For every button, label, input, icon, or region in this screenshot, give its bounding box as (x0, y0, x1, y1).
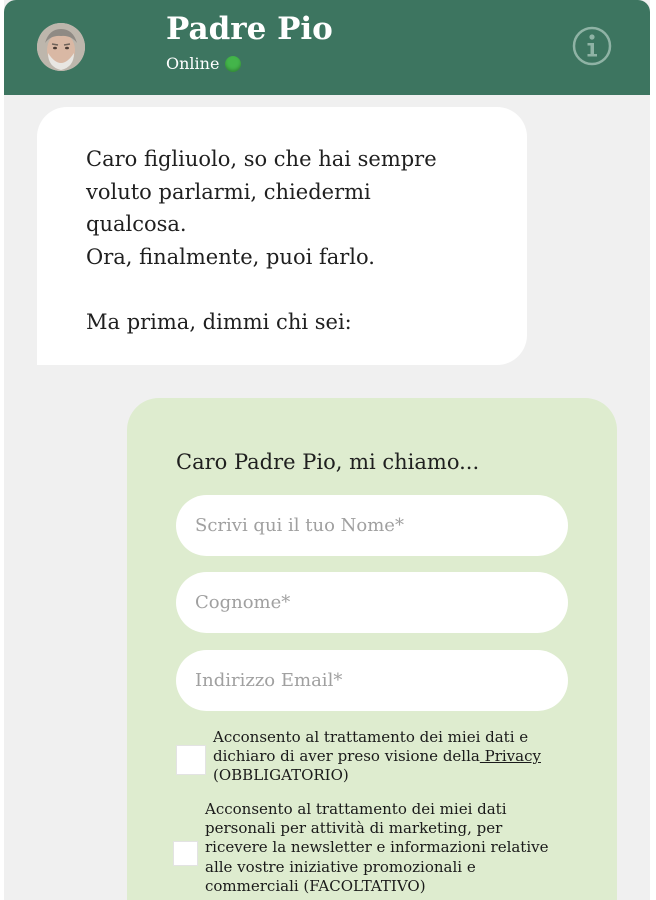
marketing-consent-text: Acconsento al trattamento dei miei dati personali per attività di marketing, per ricevere la newsletter e informazioni relative alle vostre iniziative promozionali e commerciali (FACOLTATIVO) (205, 800, 549, 895)
message-line: Ma prima, dimmi chi sei: (86, 309, 352, 334)
message-line: Ora, finalmente, puoi farlo. (86, 244, 375, 269)
message-line: voluto parlarmi, chiedermi (86, 179, 371, 204)
message-line: Caro figliuolo, so che hai sempre (86, 147, 437, 171)
message-bubble (37, 107, 527, 365)
privacy-consent-text (213, 728, 563, 786)
chat-header (4, 0, 650, 95)
signup-form (127, 398, 617, 900)
marketing-consent-checkbox[interactable] (173, 841, 198, 866)
info-button[interactable] (572, 26, 612, 66)
email-input[interactable] (176, 650, 568, 711)
form-title: Caro Padre Pio, mi chiamo... (176, 450, 480, 474)
surname-input[interactable] (176, 572, 568, 633)
avatar (37, 23, 85, 71)
app-frame (4, 0, 650, 900)
info-icon (572, 26, 612, 66)
status-label: Online (166, 54, 220, 73)
privacy-link[interactable]: Privacy (479, 747, 541, 766)
privacy-consent-checkbox[interactable] (176, 745, 206, 775)
online-dot-icon (225, 56, 241, 72)
privacy-consent-label: Acconsento al trattamento dei miei dati e dichiaro di aver preso visione della (213, 728, 529, 766)
privacy-consent-suffix: (OBBLIGATORIO) (213, 766, 349, 785)
message-spacer (86, 273, 487, 306)
message-line: qualcosa. (86, 212, 187, 236)
name-input[interactable] (176, 495, 568, 556)
avatar-photo (37, 23, 85, 71)
online-status (166, 54, 241, 74)
contact-name: Padre Pio (166, 11, 333, 47)
